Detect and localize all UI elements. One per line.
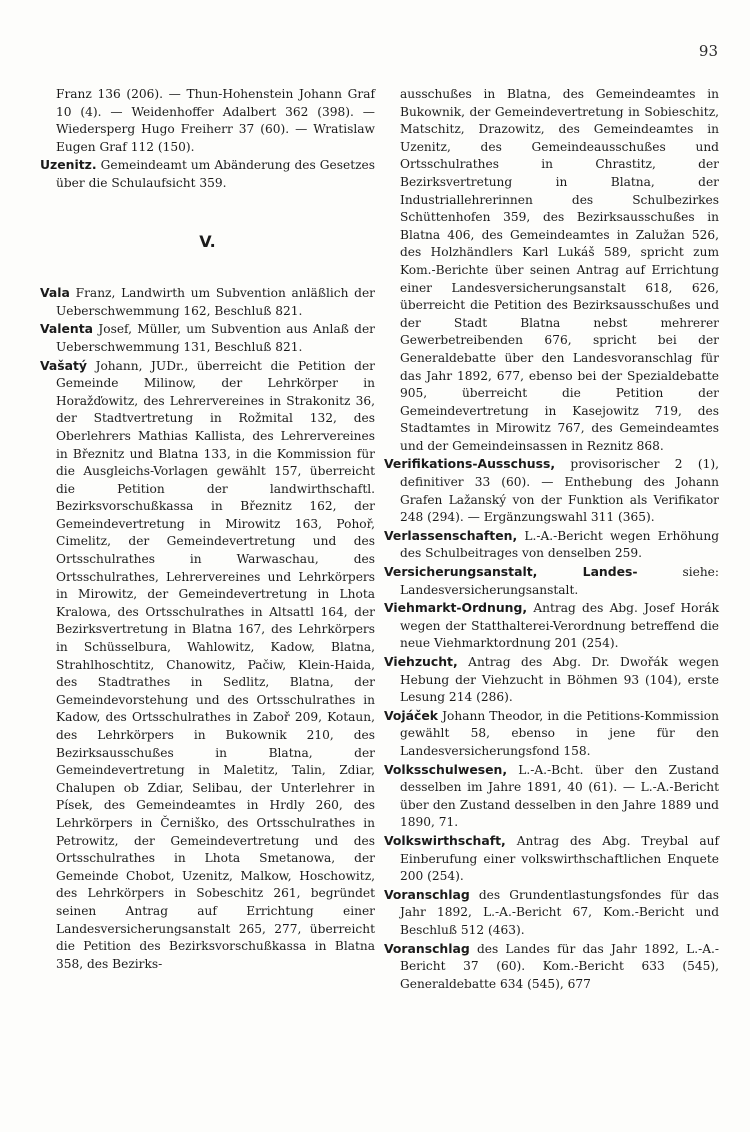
index-entry-voranschlag-grundentlastung: [384, 886, 719, 940]
entry-text: Gemeindeamt um Abänderung des Gesetzes über die Schulaufsicht 359.: [56, 158, 375, 190]
entry-text: des Grundentlastungsfondes für das Jahr 1892, L.-A.-Bericht 67, Kom.-Bericht und Beschluß 512 (463).: [400, 887, 719, 937]
continued-entry: ausschußes in Blatna, des Gemeindeamtes in Bukownik, der Gemeindevertretung in Sobieschitz, Matschitz, Drazowitz, des Gemeindeamtes in Uzenitz, des Gemeindeausschußes und Ortsschulrathes in Chrastitz, der Bezirksvertretung in Blatna, der Industriallehrerinnen des Schulbezirkes Schüttenhofen 359, des Bezirksausschußes in Blatna 406, des Gemeindeamtes in Zalužan 526, des Holzhändlers Karl Lukáš 589, spricht zum Kom.-Berichte über seinen Antrag auf Errichtung einer Landesversicherungsanstalt 618, 626, überreicht die Petition des Bezirksausschußes und der Stadt Blatna nebst mehrerer Gewerbetreibenden 676, spricht bei der Generaldebatte über den Landesvoranschlag für das Jahr 1892, 677, ebenso bei der Spezialdebatte 905, überreicht die Petition der Gemeindevertretung in Kasejowitz 719, des Stadtamtes in Mirowitz 767, des Gemeindeamtes und der Gemeindeinsassen in Reznitz 868.: [400, 87, 719, 453]
page-number: 93: [698, 42, 718, 60]
entry-heading: Viehzucht,: [384, 654, 458, 669]
entry-heading: Volksschulwesen,: [384, 761, 508, 777]
entry-text: L.-A.-Bcht. über den Zustand desselben im Jahre 1891, 40 (61). — L.-A.-Bericht über den Zustand desselben in den Jahre 1889 und 1890, 71.: [400, 762, 720, 830]
index-entry-voranschlag-landes: [384, 940, 719, 994]
index-entry-vasaty: [40, 357, 375, 974]
entry-text: des Landes für das Jahr 1892, L.-A.-Bericht 37 (60). Kom.-Bericht 633 (545), Generaldebatte 634 (545), 677: [400, 941, 719, 991]
index-entry-verifikations-ausschuss: [384, 455, 719, 526]
section-letter: V.: [199, 231, 216, 251]
entry-heading: Vašatý: [40, 357, 88, 373]
entry-heading: Uzenitz.: [40, 157, 97, 173]
index-entry-vala: [40, 284, 375, 320]
entry-heading: Versicherungsanstalt, Landes-: [384, 564, 638, 580]
right-column: [384, 86, 719, 993]
entry-heading: Verlassenschaften,: [384, 527, 518, 543]
entry-text: Antrag des Abg. Treybal auf Einberufung einer volkswirthschaftlichen Enquete 200 (254).: [400, 833, 719, 884]
index-entry-viehzucht: [384, 653, 719, 707]
entry-heading: Verifikations-Ausschuss,: [384, 456, 556, 472]
entry-text: Johann, JUDr., überreicht die Petition der Gemeinde Milinow, der Lehrkörper in Horažďowitz, des Lehrervereines in Strakonitz 36, der Stadtvertretung in Rožmital 132, des Oberlehrers Mathias Kallista, des Lehrervereines in Březnitz und Blatna 133, in die Kommission für die Ausgleichs-Vorlagen gewählt 157, überreicht die Petition der landwirthschaftl. Bezirksvorschußkassa in Březnitz 162, der Gemeindevertretung in Mirowitz 163, Pohoř, Cimelitz, der Gemeindevertretung und des Ortsschulrathes in Warwaschau, des Ortsschulrathes, Lehrervereines und Lehrkörpers in Mirowitz, der Gemeindevertretung in Lhota Kralowa, des Ortsschulrathes in Altsattl 164, der Bezirksvertretung in Blatna 167, des Lehrkörpers in Schüsselbura, Wahlowitz, Kadow, Blatna, Strahlhoschtitz, Chanowitz, Pačiw, Klein-Haida, des Stadtrathes in Sedlitz, Blatna, der Gemeindevorstehung und des Ortsschulrathes in Kadow, des Ortsschulrathes in Zaboř 209, Kotaun, des Lehrkörpers in Bukownik 210, des Bezirksausschußes in Blatna, der Gemeindevertretung in Maletitz, Talin, Zdiar, Chalupen ob Zdiar, Selibau, der Unterlehrer in Písek, des Gemeindeamtes in Hrdly 260, des Lehrkörpers in Černiško, des Ortsschulrathes in Petrowitz, der Gemeindevertretung und des Ortsschulrathes in Lhota Smetanowa, der Gemeinde Chobot, Uzenitz, Malkow, Hoschowitz, des Lehrkörpers in Sobeschitz 261, begründet seinen Antrag auf Errichtung einer Landesversicherungsanstalt 265, 277, überreicht die Petition des Bezirksvorschußkassa in Blatna 358, des Bezirks-: [56, 358, 376, 971]
entry-heading: Viehmarkt-Ordnung,: [384, 600, 528, 616]
entry-heading: Vojáček: [384, 707, 439, 723]
entry-text: provisorischer 2 (1), definitiver 33 (60). — Enthebung des Johann Grafen Lažanský von der Funktion als Verifikator 248 (294). — Ergänzungswahl 311 (365).: [400, 457, 719, 525]
entry-text: Johann Theodor, in die Petitions-Kommission gewählt 58, ebenso in jene für den Landesversicherungsfond 158.: [400, 708, 719, 758]
entry-heading: Volkswirthschaft,: [384, 832, 506, 848]
index-entry-valenta: [40, 320, 375, 356]
index-entry-versicherungsanstalt: [384, 563, 719, 599]
entry-text: L.-A.-Bericht wegen Erhöhung des Schulbeitrages von denselben 259.: [400, 528, 720, 561]
entry-text: Antrag des Abg. Josef Horák wegen der Statthalterei-Verordnung betreffend die neue Viehmarktordnung 201 (254).: [400, 601, 720, 651]
continued-entry: Franz 136 (206). — Thun-Hohenstein Johann Graf 10 (4). — Weidenhoffer Adalbert 362 (398). — Wiedersperg Hugo Freiherr 37 (60). — Wratislaw Eugen Graf 112 (150).: [56, 87, 375, 154]
entry-heading: Vala: [40, 285, 70, 301]
index-entry-vojacek: [384, 707, 719, 761]
entry-text: siehe: Landesversicherungsanstalt.: [400, 565, 719, 597]
index-entry-volkswirthschaft: [384, 832, 719, 886]
entry-text: Josef, Müller, um Subvention aus Anlaß der Ueberschwemmung 131, Beschluß 821.: [56, 322, 375, 354]
index-entry-volksschulwesen: [384, 761, 719, 832]
entry-heading: Voranschlag: [384, 886, 470, 902]
entry-heading: Voranschlag: [384, 940, 470, 956]
entry-text: Franz, Landwirth um Subvention anläßlich der Ueberschwemmung 162, Beschluß 821.: [56, 286, 376, 318]
index-entry-viehmarkt-ordnung: [384, 599, 719, 653]
entry-heading: Valenta: [40, 321, 94, 337]
entry-text: Antrag des Abg. Dr. Dwořák wegen Hebung der Viehzucht in Böhmen 93 (104), erste Lesung 214 (286).: [400, 655, 719, 705]
index-entry-verlassenschaften: [384, 527, 719, 563]
index-entry-uzenitz: [40, 156, 375, 192]
left-column: [40, 86, 375, 973]
